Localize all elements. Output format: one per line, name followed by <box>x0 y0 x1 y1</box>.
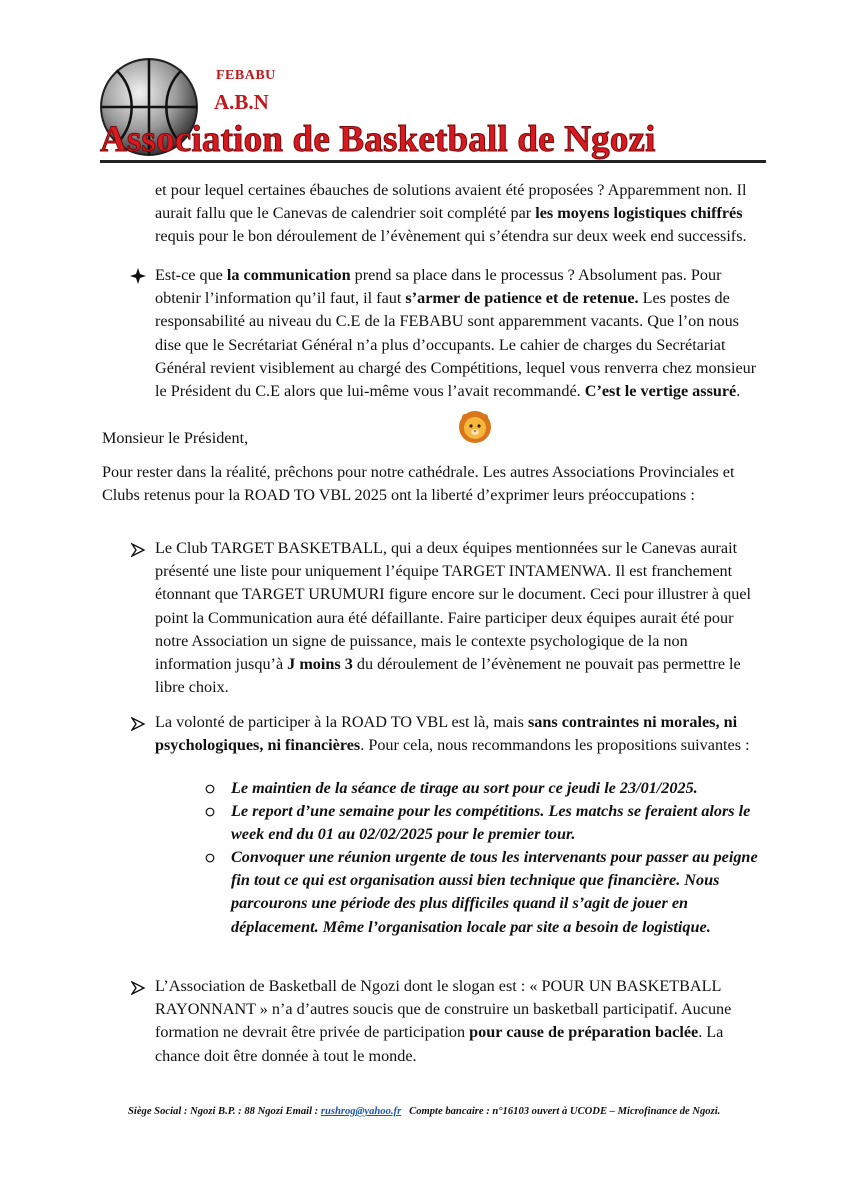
bold-run: s’armer de patience et de retenue. <box>405 289 639 308</box>
arrow-bullet-icon <box>131 717 145 731</box>
circle-bullet-icon <box>205 807 215 817</box>
proposal-item: Le maintien de la séance de tirage au sort pour ce jeudi le 23/01/2025. <box>231 779 698 797</box>
bold-run: les moyens logistiques chiffrés <box>535 204 743 223</box>
federation-name: FEBABU <box>216 68 276 83</box>
bold-run: sans contraintes ni morales, ni psychologiques, ni financières <box>155 713 738 755</box>
text-run: Est-ce que <box>155 266 227 284</box>
text-run: Les postes de responsabilité au niveau du C.E de la FEBABU sont apparemment vacants. Que l’on nous dise que le Secrétariat Général n’a plus d’occupants. Le cahier de charges du Secrétariat Général revient visiblement au chargé des Compétitions, lequel vous renverra chez monsieur le Président du C.E alors que lui-même vous l’avait recommandé. <box>155 289 757 401</box>
text-run: Le Club TARGET BASKETBALL, qui a deux équipes mentionnées sur le Canevas aurait présenté une liste pour uniquement l’équipe TARGET INTAMENWA. Il est franchement étonnant que TARGET URUMURI figure encore sur le document. Ceci pour illustrer à quel point la Communication aura été défaillante. Faire participer deux équipes aurait été pour notre Association un signe de puissance, mais le contexte psychologique de la non information jusqu’à <box>155 539 751 674</box>
diamond-bullet-icon <box>130 268 146 284</box>
footer-email-link[interactable]: rushrog@yahoo.fr <box>320 1106 402 1117</box>
association-title: Association de Basketball de Ngozi <box>100 119 656 160</box>
header-divider <box>100 160 766 163</box>
participation-paragraph <box>155 711 767 757</box>
text-run: du déroulement de l’évènement ne pouvait pas permettre le libre choix. <box>155 655 741 697</box>
footer <box>128 1106 720 1117</box>
associations-paragraph: Pour rester dans la réalité, prêchons pour notre cathédrale. Les autres Associations Provinciales et Clubs retenus pour la ROAD TO VBL 2025 ont la liberté d’exprimer leurs préoccupations : <box>102 463 735 505</box>
arrow-bullet-icon <box>131 981 145 995</box>
text-run: et pour lequel certaines ébauches de solutions avaient été proposées ? Apparemment non. Il aurait fallu que le Canevas de calendrier soit complété par <box>155 181 747 223</box>
text-run: . Pour cela, nous recommandons les propositions suivantes : <box>360 736 750 755</box>
paragraph-continuation <box>155 179 767 249</box>
text-run: requis pour le bon déroulement de l’évènement qui s’étendra sur deux week end successifs. <box>155 227 747 246</box>
lion-emoji-icon <box>458 410 492 444</box>
bold-run: J moins 3 <box>287 655 353 674</box>
text-run: . La chance doit être donnée à tout le monde. <box>155 1023 724 1065</box>
proposal-item: Le report d’une semaine pour les compétitions. Les matchs se feraient alors le week end du 01 au 02/02/2025 pour le premier tour. <box>231 802 751 844</box>
salutation: Monsieur le Président, <box>102 429 249 447</box>
arrow-bullet-icon <box>131 543 145 557</box>
text-run: prend sa place dans le processus ? Absolument pas. Pour obtenir l’information qu’il faut, il faut <box>155 266 722 308</box>
target-basketball-paragraph <box>155 537 767 699</box>
bold-run: C’est le vertige assuré <box>584 382 737 401</box>
association-acronym: A.B.N <box>214 90 269 114</box>
footer-address: Siège Social : Ngozi B.P. : 88 Ngozi Email : <box>128 1106 321 1117</box>
text-run: La volonté de participer à la ROAD TO VBL est là, mais <box>155 713 528 731</box>
bold-run: la communication <box>226 266 351 284</box>
circle-bullet-icon <box>205 853 215 863</box>
text-run: L’Association de Basketball de Ngozi dont le slogan est : « POUR UN BASKETBALL RAYONNANT » n’a d’autres soucis que de construire un basketball participatif. Aucune formation ne devrait être privée de participation <box>155 977 732 1042</box>
slogan-paragraph <box>155 975 767 1068</box>
bold-run: pour cause de préparation baclée <box>469 1023 699 1042</box>
footer-bank: Compte bancaire : n°16103 ouvert à UCODE – Microfinance de Ngozi. <box>401 1106 721 1117</box>
communication-paragraph <box>155 264 767 403</box>
circle-bullet-icon <box>205 784 215 794</box>
proposal-item: Convoquer une réunion urgente de tous les intervenants pour passer au peigne fin tout ce qui est organisation aussi bien technique que financière. Nous parcourons une période des plus difficiles quand il s’agit de jouer en déplacement. Même l’organisation locale par site a besoin de logistique. <box>231 848 758 936</box>
text-run: . <box>736 382 741 401</box>
